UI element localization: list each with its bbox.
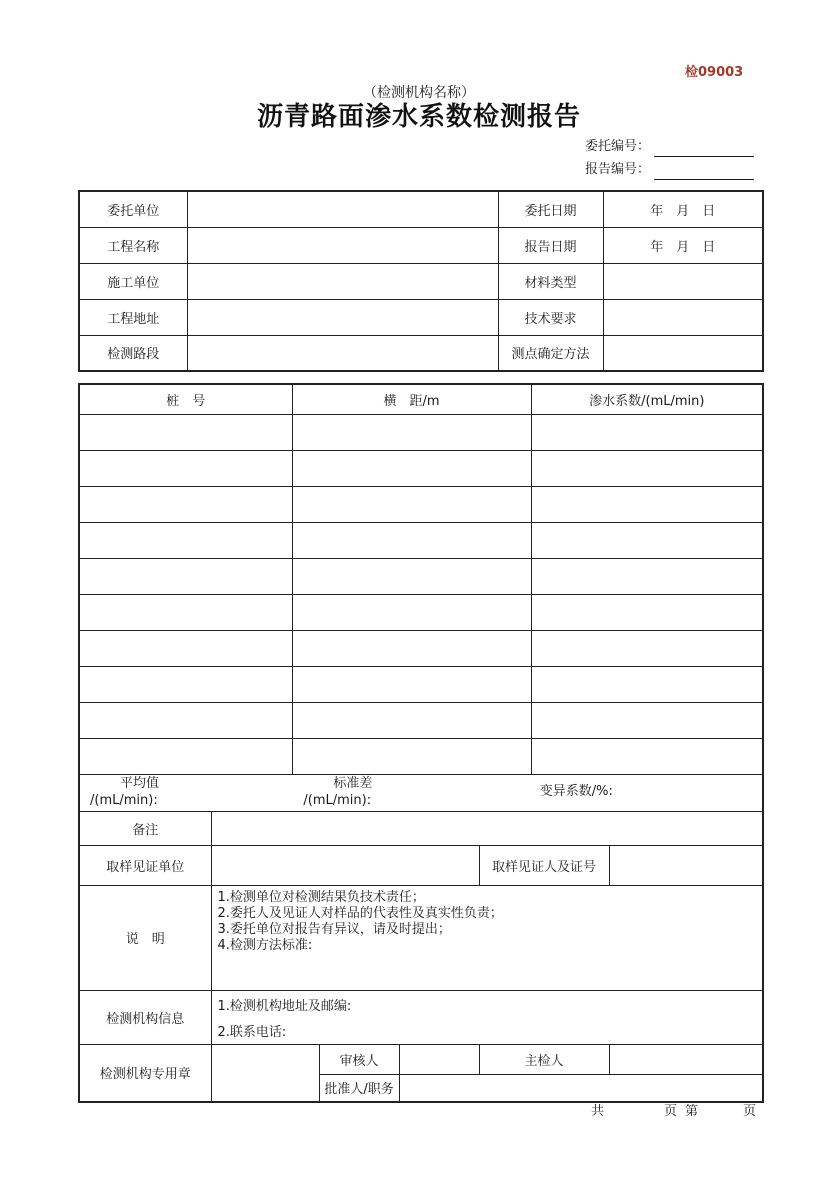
page-no-unit: 页 (742, 1104, 756, 1119)
data-cell[interactable] (531, 702, 763, 738)
data-row (79, 522, 763, 558)
data-row (79, 594, 763, 630)
info-row (79, 299, 763, 335)
witness-row (79, 845, 763, 885)
column-header-permeability: 渗水系数/(mL/min) (531, 384, 763, 414)
witness-unit-input-cell[interactable] (211, 845, 479, 885)
info-value-cell[interactable] (603, 263, 763, 299)
data-cell[interactable] (79, 594, 292, 630)
data-cell[interactable] (79, 414, 292, 450)
info-row (79, 227, 763, 263)
page-title: 沥青路面渗水系数检测报告 (256, 102, 581, 132)
data-cell[interactable] (292, 630, 531, 666)
commission-no-label: 委托编号： (585, 139, 651, 154)
org-name-placeholder: （检测机构名称） (363, 85, 475, 101)
doc-code: 检09003 (685, 65, 744, 80)
info-row (79, 191, 763, 227)
page-no-prefix: 第 (684, 1104, 698, 1119)
info-value-cell[interactable] (603, 299, 763, 335)
data-row (79, 450, 763, 486)
info-label: 施工单位 (79, 263, 187, 299)
note-line: 3.委托单位对报告有异议，请及时提出； (217, 921, 451, 937)
remark-input-cell[interactable] (211, 811, 763, 845)
info-value-cell[interactable]: 年 月 日 (603, 191, 763, 227)
data-table-body (79, 414, 763, 774)
commission-no-input[interactable] (654, 138, 754, 157)
data-cell[interactable] (292, 414, 531, 450)
data-cell[interactable] (531, 558, 763, 594)
data-cell[interactable] (531, 666, 763, 702)
data-cell[interactable] (292, 738, 531, 774)
info-label: 报告日期 (498, 227, 603, 263)
report-no-input[interactable] (654, 161, 754, 180)
info-value-cell[interactable]: 年 月 日 (603, 227, 763, 263)
notes-lines (218, 890, 757, 954)
std-label: 标准差 /(mL/min): (303, 776, 373, 808)
notes-label: 说 明 (79, 885, 211, 990)
data-cell[interactable] (531, 738, 763, 774)
data-cell[interactable] (79, 522, 292, 558)
org-info-row (79, 990, 763, 1044)
notes-row (79, 885, 763, 990)
data-cell[interactable] (292, 486, 531, 522)
data-cell[interactable] (292, 702, 531, 738)
remark-row (79, 811, 763, 845)
column-header-offset: 横 距/m (292, 384, 531, 414)
stamp-area-cell[interactable] (211, 1044, 319, 1102)
data-cell[interactable] (79, 738, 292, 774)
witness-unit-label: 取样见证单位 (79, 845, 211, 885)
data-row (79, 558, 763, 594)
data-cell[interactable] (531, 414, 763, 450)
info-row (79, 335, 763, 371)
data-cell[interactable] (531, 486, 763, 522)
column-header-stake: 桩 号 (79, 384, 292, 414)
info-value-cell[interactable] (187, 227, 498, 263)
info-row (79, 263, 763, 299)
chief-inspector-label: 主检人 (479, 1044, 609, 1074)
data-cell[interactable] (531, 522, 763, 558)
data-cell[interactable] (292, 522, 531, 558)
chief-inspector-input-cell[interactable] (609, 1044, 763, 1074)
stats-wrap (80, 775, 762, 811)
info-value-cell[interactable] (187, 335, 498, 371)
data-cell[interactable] (531, 630, 763, 666)
info-label: 工程地址 (79, 299, 187, 335)
info-value-cell[interactable] (187, 191, 498, 227)
note-line: 4.检测方法标准: (217, 937, 313, 953)
info-label: 材料类型 (498, 263, 603, 299)
report-no-line (585, 160, 754, 180)
data-row (79, 486, 763, 522)
data-cell[interactable] (79, 702, 292, 738)
info-value-cell[interactable] (187, 263, 498, 299)
data-row (79, 630, 763, 666)
data-cell[interactable] (531, 594, 763, 630)
total-pages-unit: 页 (663, 1104, 677, 1119)
info-label: 技术要求 (498, 299, 603, 335)
reviewer-input-cell[interactable] (399, 1044, 479, 1074)
mean-label: 平均值 /(mL/min): (90, 776, 160, 808)
data-cell[interactable] (79, 486, 292, 522)
data-cell[interactable] (292, 666, 531, 702)
reviewer-label: 审核人 (319, 1044, 399, 1074)
page-number-footer (78, 1100, 756, 1119)
info-value-cell[interactable] (603, 335, 763, 371)
data-cell[interactable] (79, 666, 292, 702)
witness-person-input-cell[interactable] (609, 845, 763, 885)
stamp-row-top (79, 1044, 763, 1074)
org-info-lines (212, 991, 763, 1044)
measurement-table (78, 383, 764, 1103)
data-cell[interactable] (292, 594, 531, 630)
org-address-line: 1.检测机构地址及邮编: (217, 998, 352, 1014)
data-cell[interactable] (531, 450, 763, 486)
report-no-label: 报告编号： (585, 162, 651, 177)
data-cell[interactable] (292, 558, 531, 594)
info-label: 检测路段 (79, 335, 187, 371)
org-phone-line: 2.联系电话: (217, 1024, 287, 1040)
witness-person-label: 取样见证人及证号 (479, 845, 609, 885)
note-line: 2.委托人及见证人对样品的代表性及真实性负责； (217, 905, 503, 921)
info-label: 委托单位 (79, 191, 187, 227)
data-cell[interactable] (79, 558, 292, 594)
data-cell[interactable] (79, 630, 292, 666)
total-pages-prefix: 共 (590, 1104, 604, 1119)
measurement-header-row (79, 384, 763, 414)
stats-row (79, 774, 763, 811)
approver-input-cell[interactable] (399, 1074, 763, 1102)
info-value-cell[interactable] (187, 299, 498, 335)
info-label: 工程名称 (79, 227, 187, 263)
approver-label: 批准人/职务 (319, 1074, 399, 1102)
data-cell[interactable] (79, 450, 292, 486)
commission-no-line (585, 137, 754, 157)
info-table (78, 190, 764, 372)
data-row (79, 738, 763, 774)
org-info-label: 检测机构信息 (79, 990, 211, 1044)
data-cell[interactable] (292, 450, 531, 486)
info-label: 测点确定方法 (498, 335, 603, 371)
data-row (79, 702, 763, 738)
remark-label: 备注 (79, 811, 211, 845)
data-row (79, 414, 763, 450)
data-row (79, 666, 763, 702)
stamp-label: 检测机构专用章 (79, 1044, 211, 1102)
info-label: 委托日期 (498, 191, 603, 227)
note-line: 1.检测单位对检测结果负技术责任； (217, 889, 425, 905)
cv-label: 变异系数/%: (539, 784, 613, 800)
